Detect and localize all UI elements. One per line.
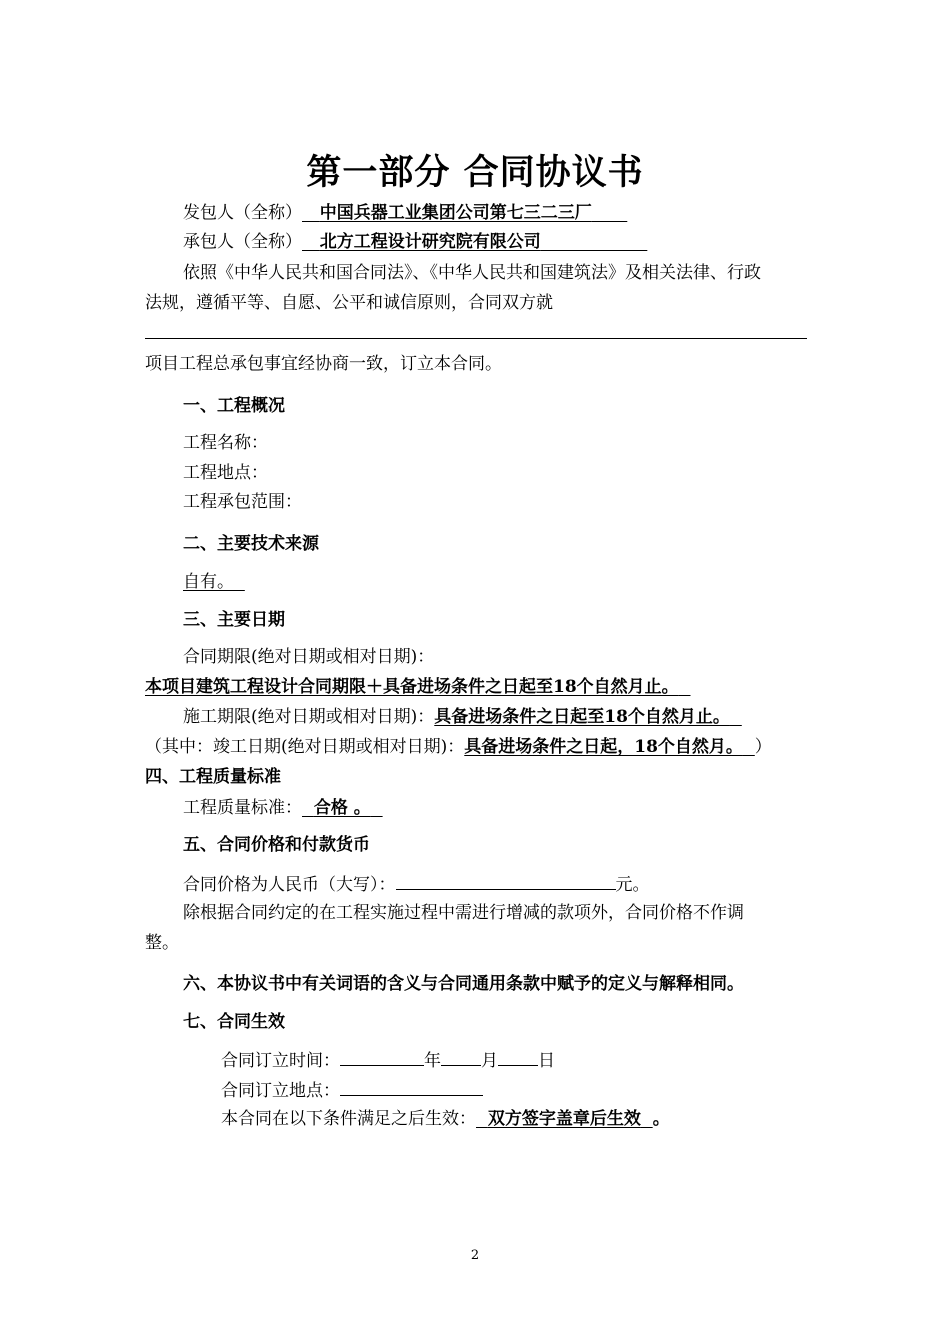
signing-time-line: [221, 1048, 555, 1072]
section-1-heading: 一、工程概况: [183, 396, 285, 416]
completion-prefix: （其中：竣工日期(绝对日期或相对日期)：: [145, 737, 465, 757]
signing-place-line: [221, 1078, 483, 1102]
signing-day-blank: [498, 1048, 538, 1066]
page-number: 2: [470, 1248, 480, 1263]
contractor-name: 北方工程设计研究院有限公司: [319, 232, 541, 252]
month-label: 月: [481, 1051, 498, 1071]
contractor-line: [183, 231, 647, 253]
contract-term-value: 本项目建筑工程设计合同期限＋具备进场条件之日起至18个自然月止。: [145, 677, 679, 697]
section-7-heading: 七、合同生效: [183, 1012, 285, 1032]
signing-place-label: 合同订立地点：: [221, 1081, 340, 1101]
year-label: 年: [424, 1051, 441, 1071]
signing-month-blank: [441, 1048, 481, 1066]
signing-place-blank: [340, 1078, 483, 1096]
construction-term-label: 施工期限(绝对日期或相对日期)：: [183, 707, 435, 727]
section-3-heading: 三、主要日期: [183, 610, 285, 630]
project-name-label: 工程名称：: [183, 433, 268, 453]
signing-year-blank: [340, 1048, 424, 1066]
preamble-line-3: 项目工程总承包事宜经协商一致，订立本合同。: [145, 354, 502, 374]
contract-price-blank: [396, 872, 616, 890]
contract-price-line: [183, 872, 650, 896]
employer-line: [183, 202, 627, 224]
project-location-label: 工程地点：: [183, 463, 268, 483]
technology-source-value: 自有。: [183, 572, 234, 592]
construction-term-line: [183, 706, 742, 728]
quality-value: 合格 。: [313, 798, 371, 818]
quality-line: [183, 797, 383, 819]
quality-label: 工程质量标准：: [183, 798, 302, 818]
price-note-line-1: 除根据合同约定的在工程实施过程中需进行增减的款项外，合同价格不作调: [183, 903, 744, 923]
employer-name: 中国兵器工业集团公司第七三二三厂: [319, 203, 592, 223]
effective-condition-value: 双方签字盖章后生效: [487, 1109, 641, 1129]
effective-condition-line: [221, 1108, 670, 1130]
completion-suffix: ）: [754, 737, 772, 757]
completion-date-line: [145, 736, 772, 758]
contract-price-label: 合同价格为人民币（大写）：: [183, 875, 396, 895]
effective-condition-label: 本合同在以下条件满足之后生效：: [221, 1109, 476, 1129]
page-title: 第一部分 合同协议书: [306, 153, 644, 193]
section-2-heading: 二、主要技术来源: [183, 534, 319, 554]
section-4-heading: 四、工程质量标准: [145, 767, 281, 787]
contractor-label: 承包人（全称）: [183, 232, 302, 252]
effective-condition-end: 。: [652, 1109, 670, 1129]
contract-price-suffix: 元。: [615, 875, 650, 895]
project-name-blank: [145, 338, 807, 339]
completion-value: 具备进场条件之日起，18个自然月。: [464, 737, 743, 757]
construction-term-value: 具备进场条件之日起至18个自然月止。: [434, 707, 730, 727]
price-note-line-2: 整。: [145, 933, 179, 953]
contract-term-label: 合同期限(绝对日期或相对日期)：: [183, 647, 435, 667]
signing-time-label: 合同订立时间：: [221, 1051, 340, 1071]
section-6-heading: 六、本协议书中有关词语的含义与合同通用条款中赋予的定义与解释相同。: [183, 974, 744, 994]
section-5-heading: 五、合同价格和付款货币: [183, 835, 370, 855]
project-scope-label: 工程承包范围：: [183, 492, 302, 512]
preamble-line-2: 法规，遵循平等、自愿、公平和诚信原则，合同双方就: [145, 293, 553, 313]
day-label: 日: [538, 1051, 555, 1071]
employer-label: 发包人（全称）: [183, 203, 302, 223]
preamble-line-1: 依照《中华人民共和国合同法》、《中华人民共和国建筑法》及相关法律、行政: [183, 263, 761, 283]
